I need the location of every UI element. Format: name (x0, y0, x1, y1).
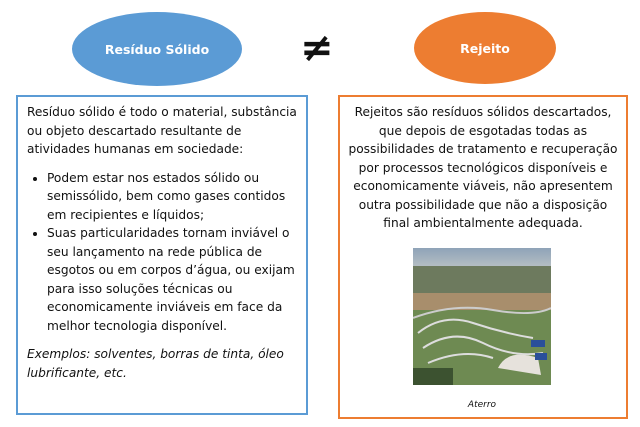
examples-text: Exemplos: solventes, borras de tinta, óleo lubrificante, etc. (27, 347, 284, 380)
residuo-solido-box (16, 95, 308, 415)
bullet-item: • Podem estar nos estados sólido ou semissólido, bem como gases contidos em recipientes e líquidos; (47, 169, 297, 225)
residuo-intro: Resíduo sólido é todo o material, substância ou objeto descartado resultante de atividades humanas em sociedade: (27, 105, 297, 156)
bullet-item: • Suas particularidades tornam inviável o seu lançamento na rede pública de esgotos ou em corpos d’água, ou exijam para isso soluções técnicas ou economicamente inviáveis em face da melhor tecnologia disponível. (47, 224, 297, 335)
not-equal-symbol: ≠ (300, 25, 334, 71)
rejeito-title: Rejeito (460, 40, 510, 56)
rejeito-ellipse (414, 12, 556, 84)
rejeito-definition: Rejeitos são resíduos sólidos descartados, que depois de esgotadas todas as possibilidades de tratamento e recuperação por processos tecnológicos disponíveis e economicamente viáveis, não apresentem outra possibilidade que não a disposição final ambientalmente adequada. (348, 105, 618, 230)
residuo-solido-title: Resíduo Sólido (104, 41, 210, 57)
landfill-photo (413, 248, 551, 385)
image-caption: Aterro (467, 400, 497, 410)
residuo-bullet-list (27, 169, 297, 336)
residuo-solido-ellipse (72, 12, 242, 86)
